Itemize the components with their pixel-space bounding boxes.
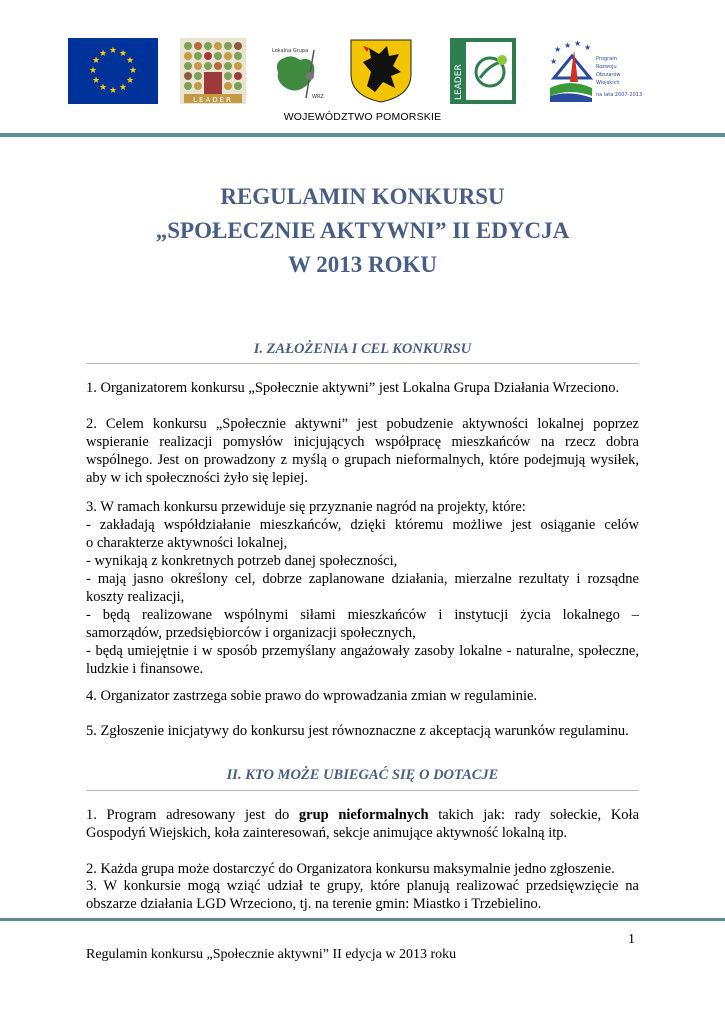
section-2-point-3 <box>86 877 639 913</box>
paragraph-line: - zakładają współdziałanie mieszkańców, dzięki któremu możliwe jest osiąganie celów <box>86 517 639 533</box>
paragraph-line: wspólnego. Jest on prowadzony z myślą o grupach nieformalnych, które podejmują wysiłek, <box>86 452 639 468</box>
svg-text:★: ★ <box>584 43 592 52</box>
footer-text: Regulamin konkursu „Społecznie aktywni” II edycja w 2013 roku <box>86 947 457 962</box>
svg-text:Wiejskich: Wiejskich <box>596 80 620 86</box>
text-run: 1. Program adresowany jest do <box>86 807 290 823</box>
svg-text:★: ★ <box>128 66 138 76</box>
lgd-wrzeciono-logo-icon <box>266 38 328 104</box>
svg-text:★: ★ <box>88 66 98 76</box>
section-2-point-2 <box>86 860 639 878</box>
section-2-heading: II. KTO MOŻE UBIEGAĆ SIĘ O DOTACJE <box>226 767 499 783</box>
paragraph-line: 2. Każda grupa może dostarczyć do Organizatora konkursu maksymalnie jedno zgłoszenie. <box>86 861 615 877</box>
svg-text:★: ★ <box>91 56 101 66</box>
svg-text:Lokalna Grupa: Lokalna Grupa <box>272 48 309 54</box>
svg-text:LEADER: LEADER <box>193 96 233 104</box>
title-line-2: „SPOŁECZNIE AKTYWNI” II EDYCJA <box>155 218 570 243</box>
bold-text: grup nieformalnych <box>298 807 429 823</box>
svg-text:WRZ: WRZ <box>312 94 324 100</box>
section-1-point-4 <box>86 687 639 705</box>
paragraph-line: o charakterze aktywności lokalnej, <box>86 535 288 551</box>
section-1-point-3 <box>86 498 639 678</box>
paragraph-line: - mają jasno określony cel, dobrze zaplanowane działania, mierzalne rezultaty i rozsądne <box>86 571 639 587</box>
paragraph-line: - będą realizowane wspólnymi siłami mieszkańców i instytucji życia lokalnego – <box>86 607 639 623</box>
paragraph-line: 3. W konkursie mogą wziąć udział te grupy, które planują realizować przedsięwzięcie na <box>86 878 639 894</box>
prow-logo-icon <box>544 38 644 104</box>
section-1-point-2 <box>86 415 639 487</box>
paragraph-line <box>86 806 639 824</box>
svg-text:★: ★ <box>574 39 582 48</box>
leader-mosaic-logo-icon <box>180 38 246 104</box>
svg-text:na lata 2007-2013: na lata 2007-2013 <box>596 92 643 98</box>
svg-text:★: ★ <box>108 46 118 56</box>
section-2-point-1 <box>86 806 639 842</box>
paragraph-line: 1. Organizatorem konkursu „Społecznie aktywni” jest Lokalna Grupa Działania Wrzeciono. <box>86 380 620 396</box>
paragraph-line: 3. W ramach konkursu przewiduje się przyznanie nagród na projekty, które: <box>86 499 526 515</box>
svg-text:★: ★ <box>118 83 128 93</box>
svg-text:★: ★ <box>550 57 558 66</box>
svg-text:Obszarów: Obszarów <box>596 72 621 78</box>
header-divider <box>0 133 725 137</box>
section-1-heading: I. ZAŁOŻENIA I CEL KONKURSU <box>253 341 472 357</box>
svg-text:★: ★ <box>118 49 128 59</box>
svg-text:★: ★ <box>564 41 572 50</box>
title-line-3: W 2013 ROKU <box>287 252 438 277</box>
section-2-divider <box>86 790 639 791</box>
title-line-1: REGULAMIN KONKURSU <box>220 184 505 209</box>
document-title <box>0 180 725 282</box>
svg-text:Rozwoju: Rozwoju <box>596 64 617 70</box>
paragraph-line: koszty realizacji, <box>86 589 185 605</box>
section-1-divider <box>86 363 639 364</box>
svg-text:★: ★ <box>98 49 108 59</box>
text-run: takich jak: rady sołeckie, Koła <box>438 807 640 823</box>
svg-text:★: ★ <box>125 56 135 66</box>
paragraph-line: wspieranie realizacji pomysłów inicjujących współpracę mieszkańców na rzecz dobra <box>86 434 639 450</box>
paragraph-line: ludzkie i finansowe. <box>86 661 204 677</box>
svg-text:Program: Program <box>596 56 618 62</box>
section-1-point-1 <box>86 379 639 397</box>
page-number: 1 <box>628 932 635 947</box>
pomorskie-griffin-coat-of-arms-icon <box>349 38 413 104</box>
footer-divider <box>0 918 725 921</box>
paragraph-line: Gospodyń Wiejskich, koła zainteresowań, sekcje animujące aktywność lokalną itp. <box>86 825 568 841</box>
svg-text:★: ★ <box>98 83 108 93</box>
paragraph-line: 4. Organizator zastrzega sobie prawo do wprowadzania zmian w regulaminie. <box>86 688 538 704</box>
eu-flag-icon <box>68 38 158 104</box>
svg-text:★: ★ <box>108 86 118 96</box>
paragraph-line: 2. Celem konkursu „Społecznie aktywni” jest pobudzenie aktywności lokalnej poprzez <box>86 416 639 432</box>
paragraph-line: aby w ich społeczności żyło się lepiej. <box>86 470 308 486</box>
paragraph-line: obszarze działania LGD Wrzeciono, tj. na terenie gmin: Miastko i Trzebielino. <box>86 896 542 912</box>
paragraph-line: - wynikają z konkretnych potrzeb danej społeczności, <box>86 553 398 569</box>
svg-text:LEADER: LEADER <box>454 64 464 100</box>
svg-text:★: ★ <box>91 76 101 86</box>
svg-text:★: ★ <box>125 76 135 86</box>
logo-strip <box>0 38 725 108</box>
svg-text:★: ★ <box>554 45 562 54</box>
section-1-point-5 <box>86 722 639 740</box>
region-label: WOJEWÓDZTWO POMORSKIE <box>283 111 442 123</box>
leader-green-logo-icon <box>450 38 516 104</box>
paragraph-line: 5. Zgłoszenie inicjatywy do konkursu jest równoznaczne z akceptacją warunków regulaminu. <box>86 723 629 739</box>
paragraph-line: samorządów, przedsiębiorców i organizacji społecznych, <box>86 625 416 641</box>
paragraph-line: - będą umiejętnie i w sposób przemyślany angażowały zasoby lokalne - naturalne, społeczne, <box>86 643 639 659</box>
